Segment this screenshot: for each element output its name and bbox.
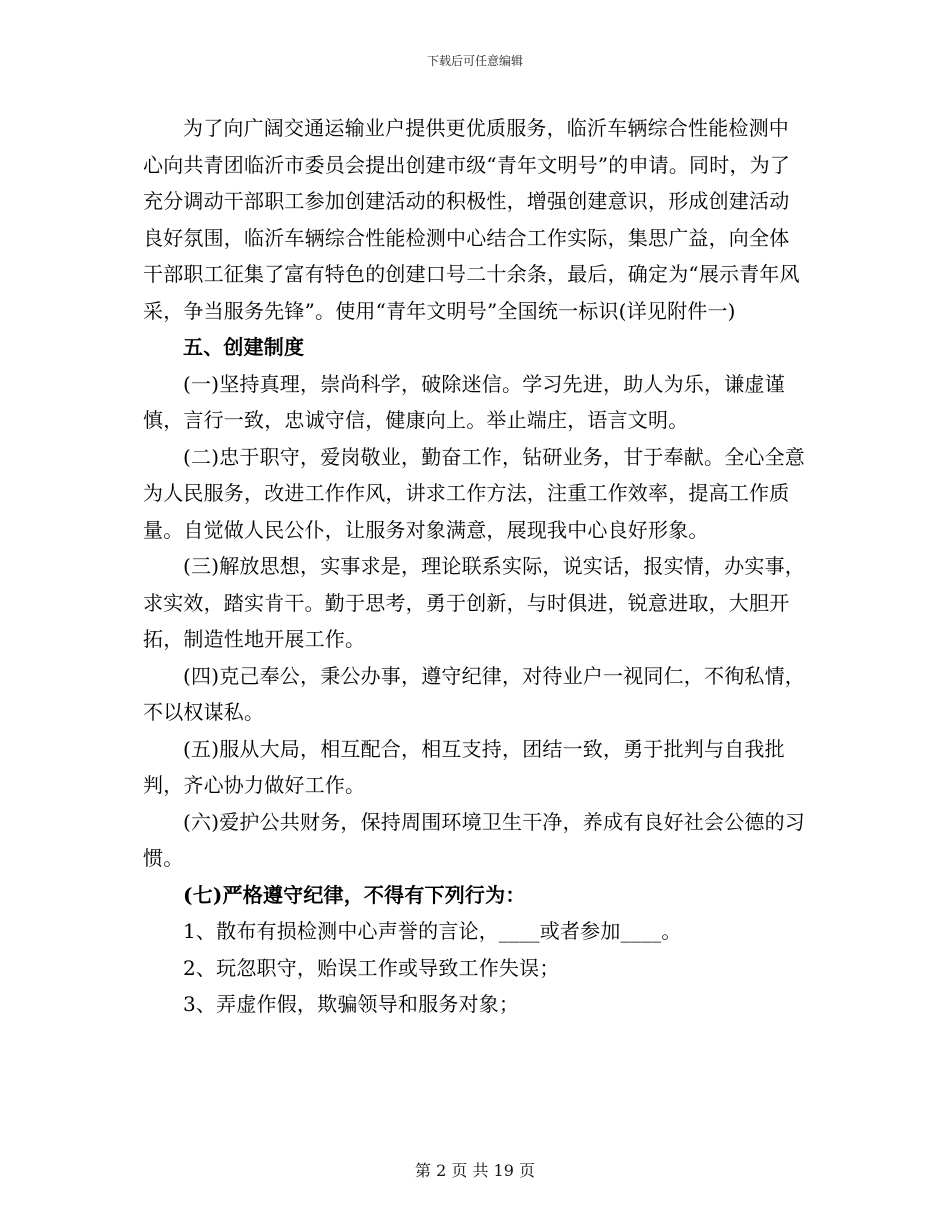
- list-item-2: 2、玩忽职守，贻误工作或导致工作失误；: [183, 955, 560, 980]
- list-item-1: 1、散布有损检测中心声誉的言论，____或者参加____。: [183, 919, 682, 943]
- rule-paragraph-6: (六)爱护公共财务，保持周围环境卫生干净，养成有良好社会公德的习惯。: [143, 809, 806, 870]
- document-body: [143, 110, 808, 1023]
- rule-paragraph-3: (三)解放思想，实事求是，理论联系实际，说实话，报实情，办实事，求实效，踏实肯干。勤于思考，勇于创新，与时俱进，锐意进取，大胆开拓，制造性地开展工作。: [143, 554, 806, 651]
- section-heading: 五、创建制度: [183, 335, 305, 359]
- page-number: 第 2 页 共 19 页: [415, 1161, 535, 1180]
- list-item-3: 3、弄虚作假，欺骗领导和服务对象；: [183, 992, 520, 1016]
- rule-paragraph-1: (一)坚持真理，崇尚科学，破除迷信。学习先进，助人为乐，谦虚谨慎，言行一致，忠诚守信，健康向上。举止端庄，语言文明。: [143, 371, 785, 432]
- rule-paragraph-2: (二)忠于职守，爱岗敬业，勤奋工作，钻研业务，甘于奉献。全心全意为人民服务，改进工作作风，讲求工作方法，注重工作效率，提高工作质量。自觉做人民公仆，让服务对象满意，展现我中心良好形象。: [143, 444, 806, 542]
- page-header: 下载后可任意编辑: [426, 54, 523, 68]
- rule-paragraph-7-heading: (七)严格遵守纪律，不得有下列行为：: [183, 882, 526, 907]
- rule-paragraph-5: (五)服从大局，相互配合，相互支持，团结一致，勇于批判与自我批判，齐心协力做好工作。: [143, 736, 785, 797]
- intro-paragraph: 为了向广阔交通运输业户提供更优质服务，临沂车辆综合性能检测中心向共青团临沂市委员会提出创建市级“青年文明号”的申请。同时，为了充分调动干部职工参加创建活动的积极性，增强创建意识，形成创建活动良好氛围，临沂车辆综合性能检测中心结合工作实际，集思广益，向全体干部职工征集了富有特色的创建口号二十余条，最后，确定为“展示青年风采，争当服务先锋”。使用“青年文明号”全国统一标识(详见附件一): [143, 116, 800, 323]
- rule-paragraph-4: (四)克己奉公，秉公办事，遵守纪律，对待业户一视同仁，不徇私情，不以权谋私。: [143, 663, 806, 724]
